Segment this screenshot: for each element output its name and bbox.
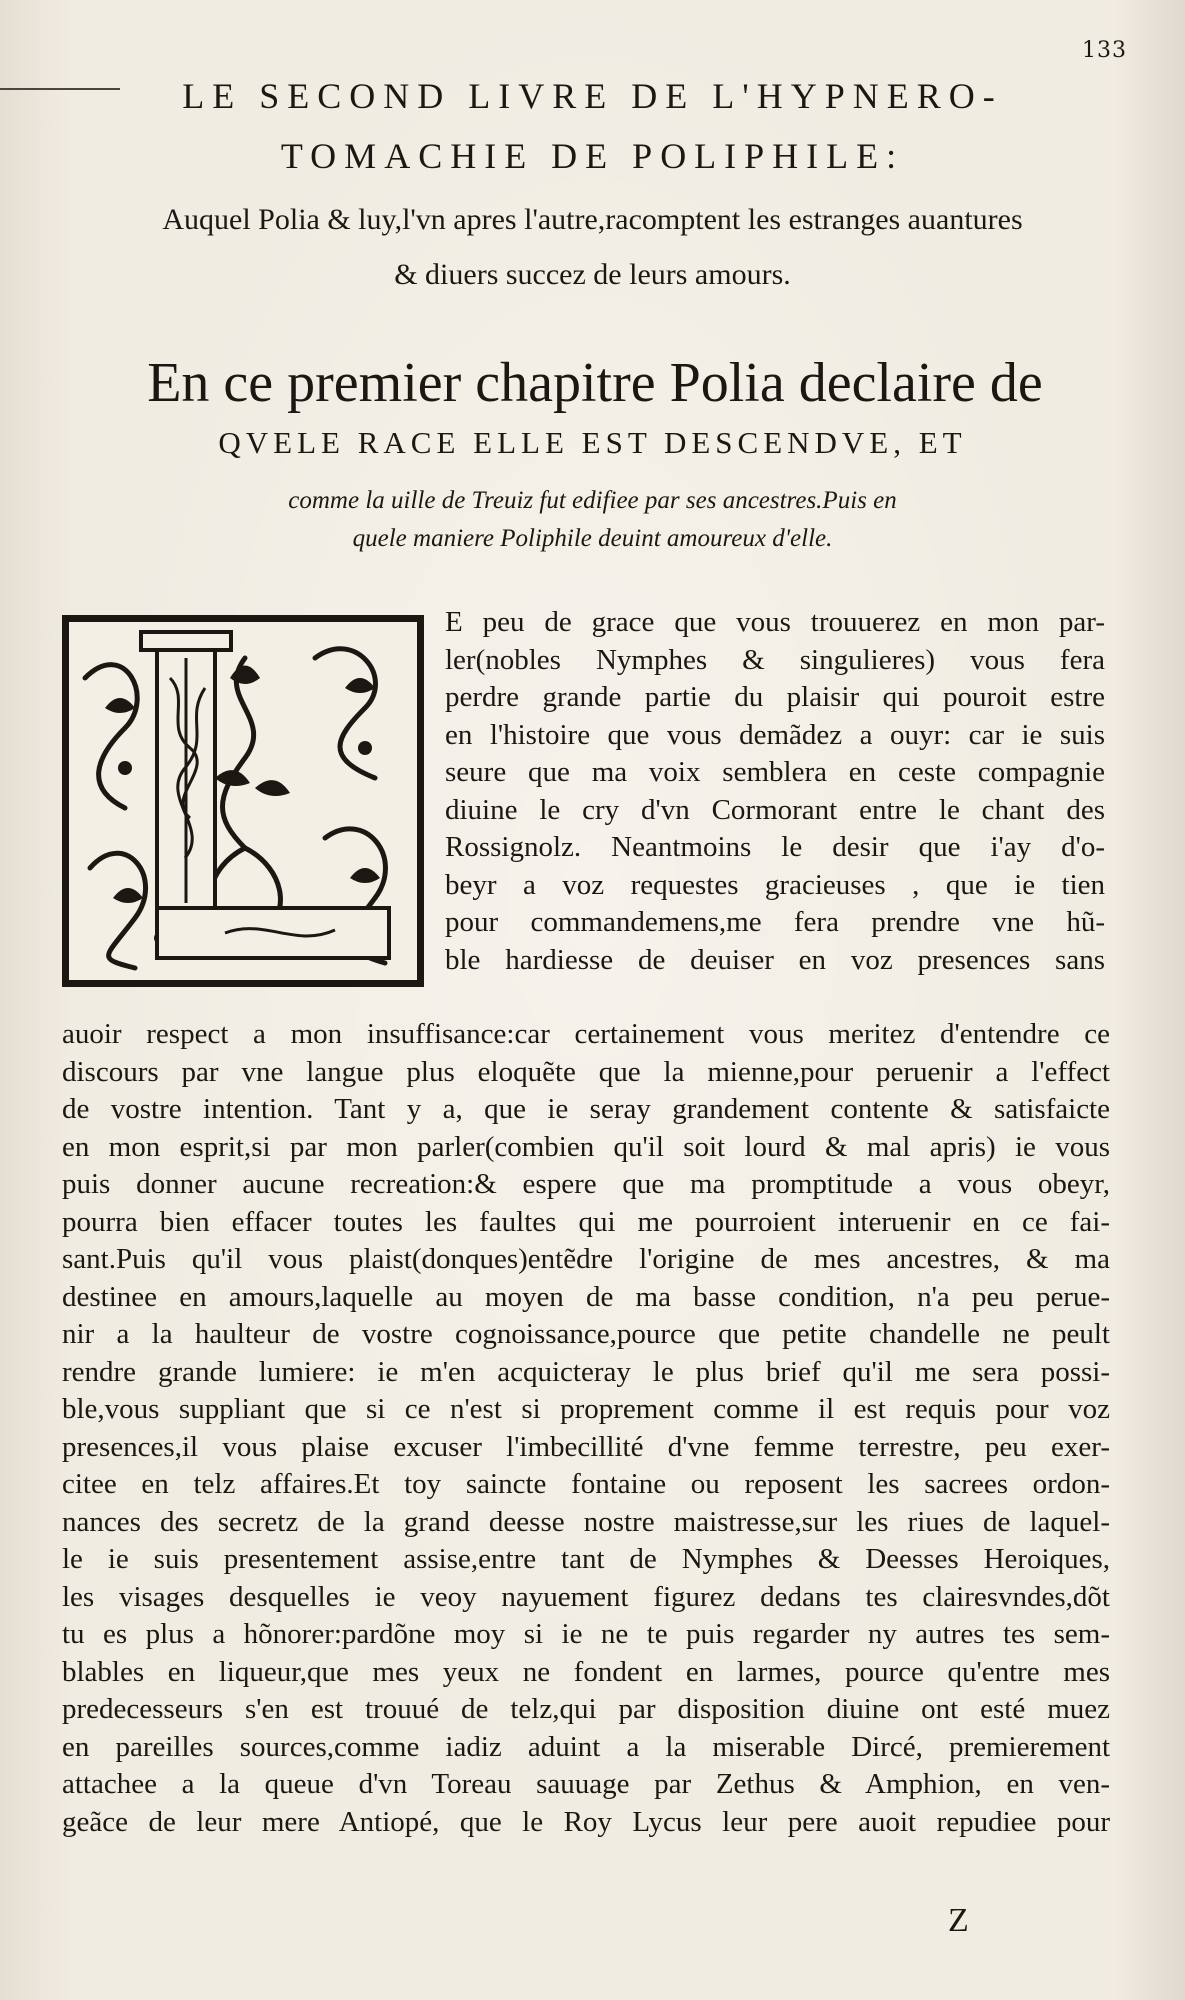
text-line: puis donner aucune recreation:& espere que ma promptitude a vous obeyr, — [62, 1168, 1110, 1200]
text-line: discours par vne langue plus eloquẽte que la mienne,pour peruenir a l'effect — [62, 1055, 1110, 1088]
text-line: tu es plus a hõnorer:pardõne moy si ie ne te puis regarder ny autres tes sem- — [62, 1618, 1110, 1650]
text-line: de vostre intention. Tant y a, que ie seray grandement contente & satisfaicte — [62, 1093, 1110, 1125]
text-line: ler(nobles Nymphes & singulieres) vous fera — [445, 643, 1105, 676]
text-line: pourra bien effacer toutes les faultes qui me pourroient interuenir en ce fai- — [62, 1205, 1110, 1238]
text-line: seure que ma voix semblera en ceste compagnie — [445, 756, 1105, 788]
text-line: citee en telz affaires.Et toy saincte fontaine ou reposent les sacrees ordon- — [62, 1468, 1110, 1500]
ornamental-initial-icon — [62, 615, 424, 987]
text-line: blables en liqueur,que mes yeux ne fondent en larmes, pource qu'entre mes — [62, 1655, 1110, 1688]
page-number: 133 — [1082, 38, 1127, 63]
text-line: sant.Puis qu'il vous plaist(donques)entẽdre l'origine de mes ancestres, & ma — [62, 1243, 1110, 1275]
subtitle-line-1: Auquel Polia & luy,l'vn apres l'autre,racomptent les estranges auantures — [162, 203, 1023, 236]
text-line: nir a la haulteur de vostre cognoissance,pource que petite chandelle ne peult — [62, 1318, 1110, 1350]
subtitle-line-2: & diuers succez de leurs amours. — [394, 258, 791, 291]
text-line: les visages desquelles ie veoy nayuement figurez dedans tes clairesvndes,dõt — [62, 1580, 1110, 1613]
body-column-narrow — [445, 604, 1105, 979]
text-line: en mon esprit,si par mon parler(combien qu'il soit lourd & mal apris) ie vous — [62, 1130, 1110, 1163]
text-line: le ie suis presentement assise,entre tant de Nymphes & Deesses Heroiques, — [62, 1543, 1110, 1575]
text-line: E peu de grace que vous trouuerez en mon par- — [445, 606, 1105, 638]
running-title-line-2: TOMACHIE DE POLIPHILE: — [280, 136, 905, 176]
body-column-wide — [62, 1016, 1110, 1841]
text-line: geãce de leur mere Antiopé, que le Roy Lycus leur pere auoit repudiee pour — [62, 1805, 1110, 1838]
running-title-line-1: LE SECOND LIVRE DE L'HYPNERO- — [182, 76, 1003, 116]
chapter-italic-line-1: comme la uille de Treuiz fut edifiee par ses ancestres.Puis en — [288, 487, 897, 514]
text-line: attachee a la queue d'vn Toreau sauuage par Zethus & Amphion, en ven- — [62, 1768, 1110, 1800]
text-line: ble,vous suppliant que si ce n'est si proprement comme il est requis pour voz — [62, 1393, 1110, 1425]
text-line: beyr a voz requestes gracieuses , que ie tien — [445, 868, 1105, 901]
catchword: Z — [948, 1902, 969, 1939]
chapter-caps-line: QVELE RACE ELLE EST DESCENDVE, ET — [218, 425, 967, 460]
text-line: presences,il vous plaise excuser l'imbecillité d'vne femme terrestre, peu exer- — [62, 1430, 1110, 1463]
text-line: auoir respect a mon insuffisance:car certainement vous meritez d'entendre ce — [62, 1018, 1110, 1050]
text-line: en pareilles sources,comme iadiz aduint a la miserable Dircé, premierement — [62, 1730, 1110, 1763]
text-line: en l'histoire que vous demãdez a ouyr: car ie suis — [445, 718, 1105, 751]
text-line: pour commandemens,me fera prendre vne hũ- — [445, 906, 1105, 938]
chapter-heading: En ce premier chapitre Polia declaire de — [147, 352, 1043, 414]
text-line: ble hardiesse de deuiser en voz presences sans — [445, 943, 1105, 976]
chapter-italic-line-2: quele maniere Poliphile deuint amoureux d'elle. — [352, 525, 833, 552]
text-line: predecesseurs s'en est trouué de telz,qui par disposition diuine ont esté muez — [62, 1693, 1110, 1725]
text-line: perdre grande partie du plaisir qui pouroit estre — [445, 681, 1105, 713]
text-line: diuine le cry d'vn Cormorant entre le chant des — [445, 793, 1105, 826]
text-line: destinee en amours,laquelle au moyen de ma basse condition, n'a peu perue- — [62, 1280, 1110, 1313]
text-line: rendre grande lumiere: ie m'en acquicteray le plus brief qu'il me sera possi- — [62, 1355, 1110, 1388]
text-line: Rossignolz. Neantmoins le desir que i'ay d'o- — [445, 831, 1105, 863]
text-line: nances des secretz de la grand deesse nostre maistresse,sur les riues de laquel- — [62, 1505, 1110, 1538]
